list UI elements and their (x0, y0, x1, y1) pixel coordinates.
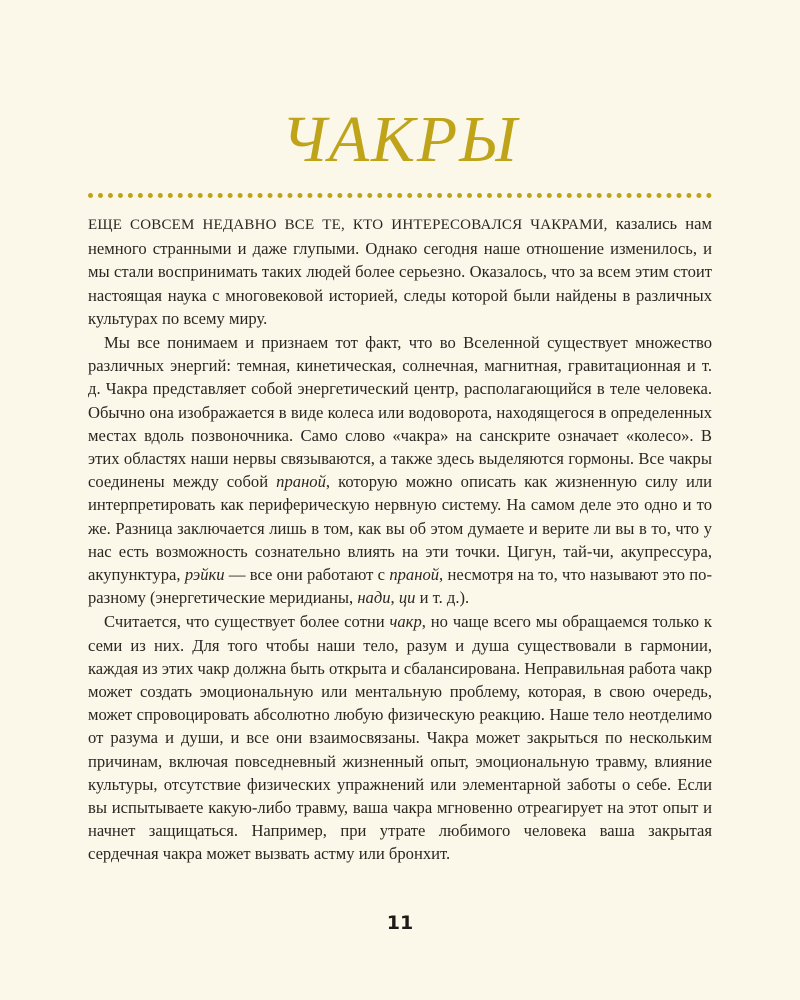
term-reiki: рэйки (184, 565, 225, 585)
body-text (88, 212, 712, 866)
paragraph-3-text-2: , но чаще всего мы обращаемся только к семи из них. Для того чтобы наши тело, разум и душа существовали в гармонии, каждая из этих чакр должна быть открыта и сбалансирована. Неправильная работа чакр может создать эмоциональную или ментальную проблему, которая, в свою очередь, может спровоцировать абсолютно любую физическую реакцию. Наше тело неотделимо от разума и души, и все они взаимосвязаны. Чакра может закрыться по нескольким причинам, включая повседневный жизненный опыт, эмоциональную травму, влияние культуры, отсутствие физических упражнений или элементарной заботы о себе. Если вы испытываете какую-либо травму, ваша чакра мгновенно отреагирует на этот опыт и начнет защищаться. Например, при утрате любимого человека ваша закрытая сердечная чакра может вызвать астму или бронхит. (88, 612, 712, 864)
term-chakras: чакр (389, 612, 422, 632)
paragraph-2-text-1: Мы все понимаем и признаем тот факт, что во Вселенной существует множество различных энергий: темная, кинетическая, солнечная, магнитная, гравитационная и т. д. Чакра представляет собой энергетический центр, располагающийся в теле человека. Обычно она изображается в виде колеса или водоворота, находящегося в определенных местах вдоль позвоночника. Само слово «чакра» на санскрите означает «колесо». В этих областях наши нервы связываются, а также здесь выделяются гормоны. Все чакры соединены между собой (88, 333, 712, 492)
term-qi: ци (398, 588, 416, 608)
term-nadi: нади (357, 588, 391, 608)
dotted-divider (88, 193, 712, 198)
paragraph-1 (88, 212, 712, 330)
paragraph-2-text-3: — все они работают с (224, 565, 390, 585)
page-title: ЧАКРЫ (281, 103, 519, 176)
paragraph-2 (88, 331, 712, 609)
term-prana-2: праной (389, 565, 440, 585)
lead-in-caps: ЕЩЕ СОВСЕМ НЕДАВНО ВСЕ ТЕ, КТО ИНТЕРЕСОВАЛСЯ ЧАКРАМИ, (88, 217, 608, 233)
page-number: 11 (386, 912, 414, 934)
paragraph-2-text-6: и т. д.). (415, 588, 470, 608)
paragraph-2-text-5: , (390, 588, 399, 608)
paragraph-3-text-1: Считается, что существует более сотни (104, 612, 390, 632)
paragraph-1-text: казались нам немного странными и даже глупыми. Однако сегодня наше отношение изменилось, и мы стали воспринимать таких людей более серьезно. Оказалось, что за всем этим стоит настоящая наука с многовековой историей, следы которой были найдены в различных культурах по всему миру. (88, 214, 712, 328)
paragraph-2-text-4: , несмотря на то, что называют это по-разному (энергетические меридианы, (88, 565, 712, 608)
paragraph-2-text-2: , которую можно описать как жизненную силу или интерпретировать как периферическую нервную систему. На самом деле это одно и то же. Разница заключается лишь в том, как вы об этом думаете и верите ли вы в то, что у нас есть возможность сознательно влиять на эти точки. Цигун, тай-чи, акупрессура, акупунктура, (88, 472, 713, 585)
paragraph-3 (88, 610, 712, 865)
term-prana: праной (276, 472, 326, 492)
